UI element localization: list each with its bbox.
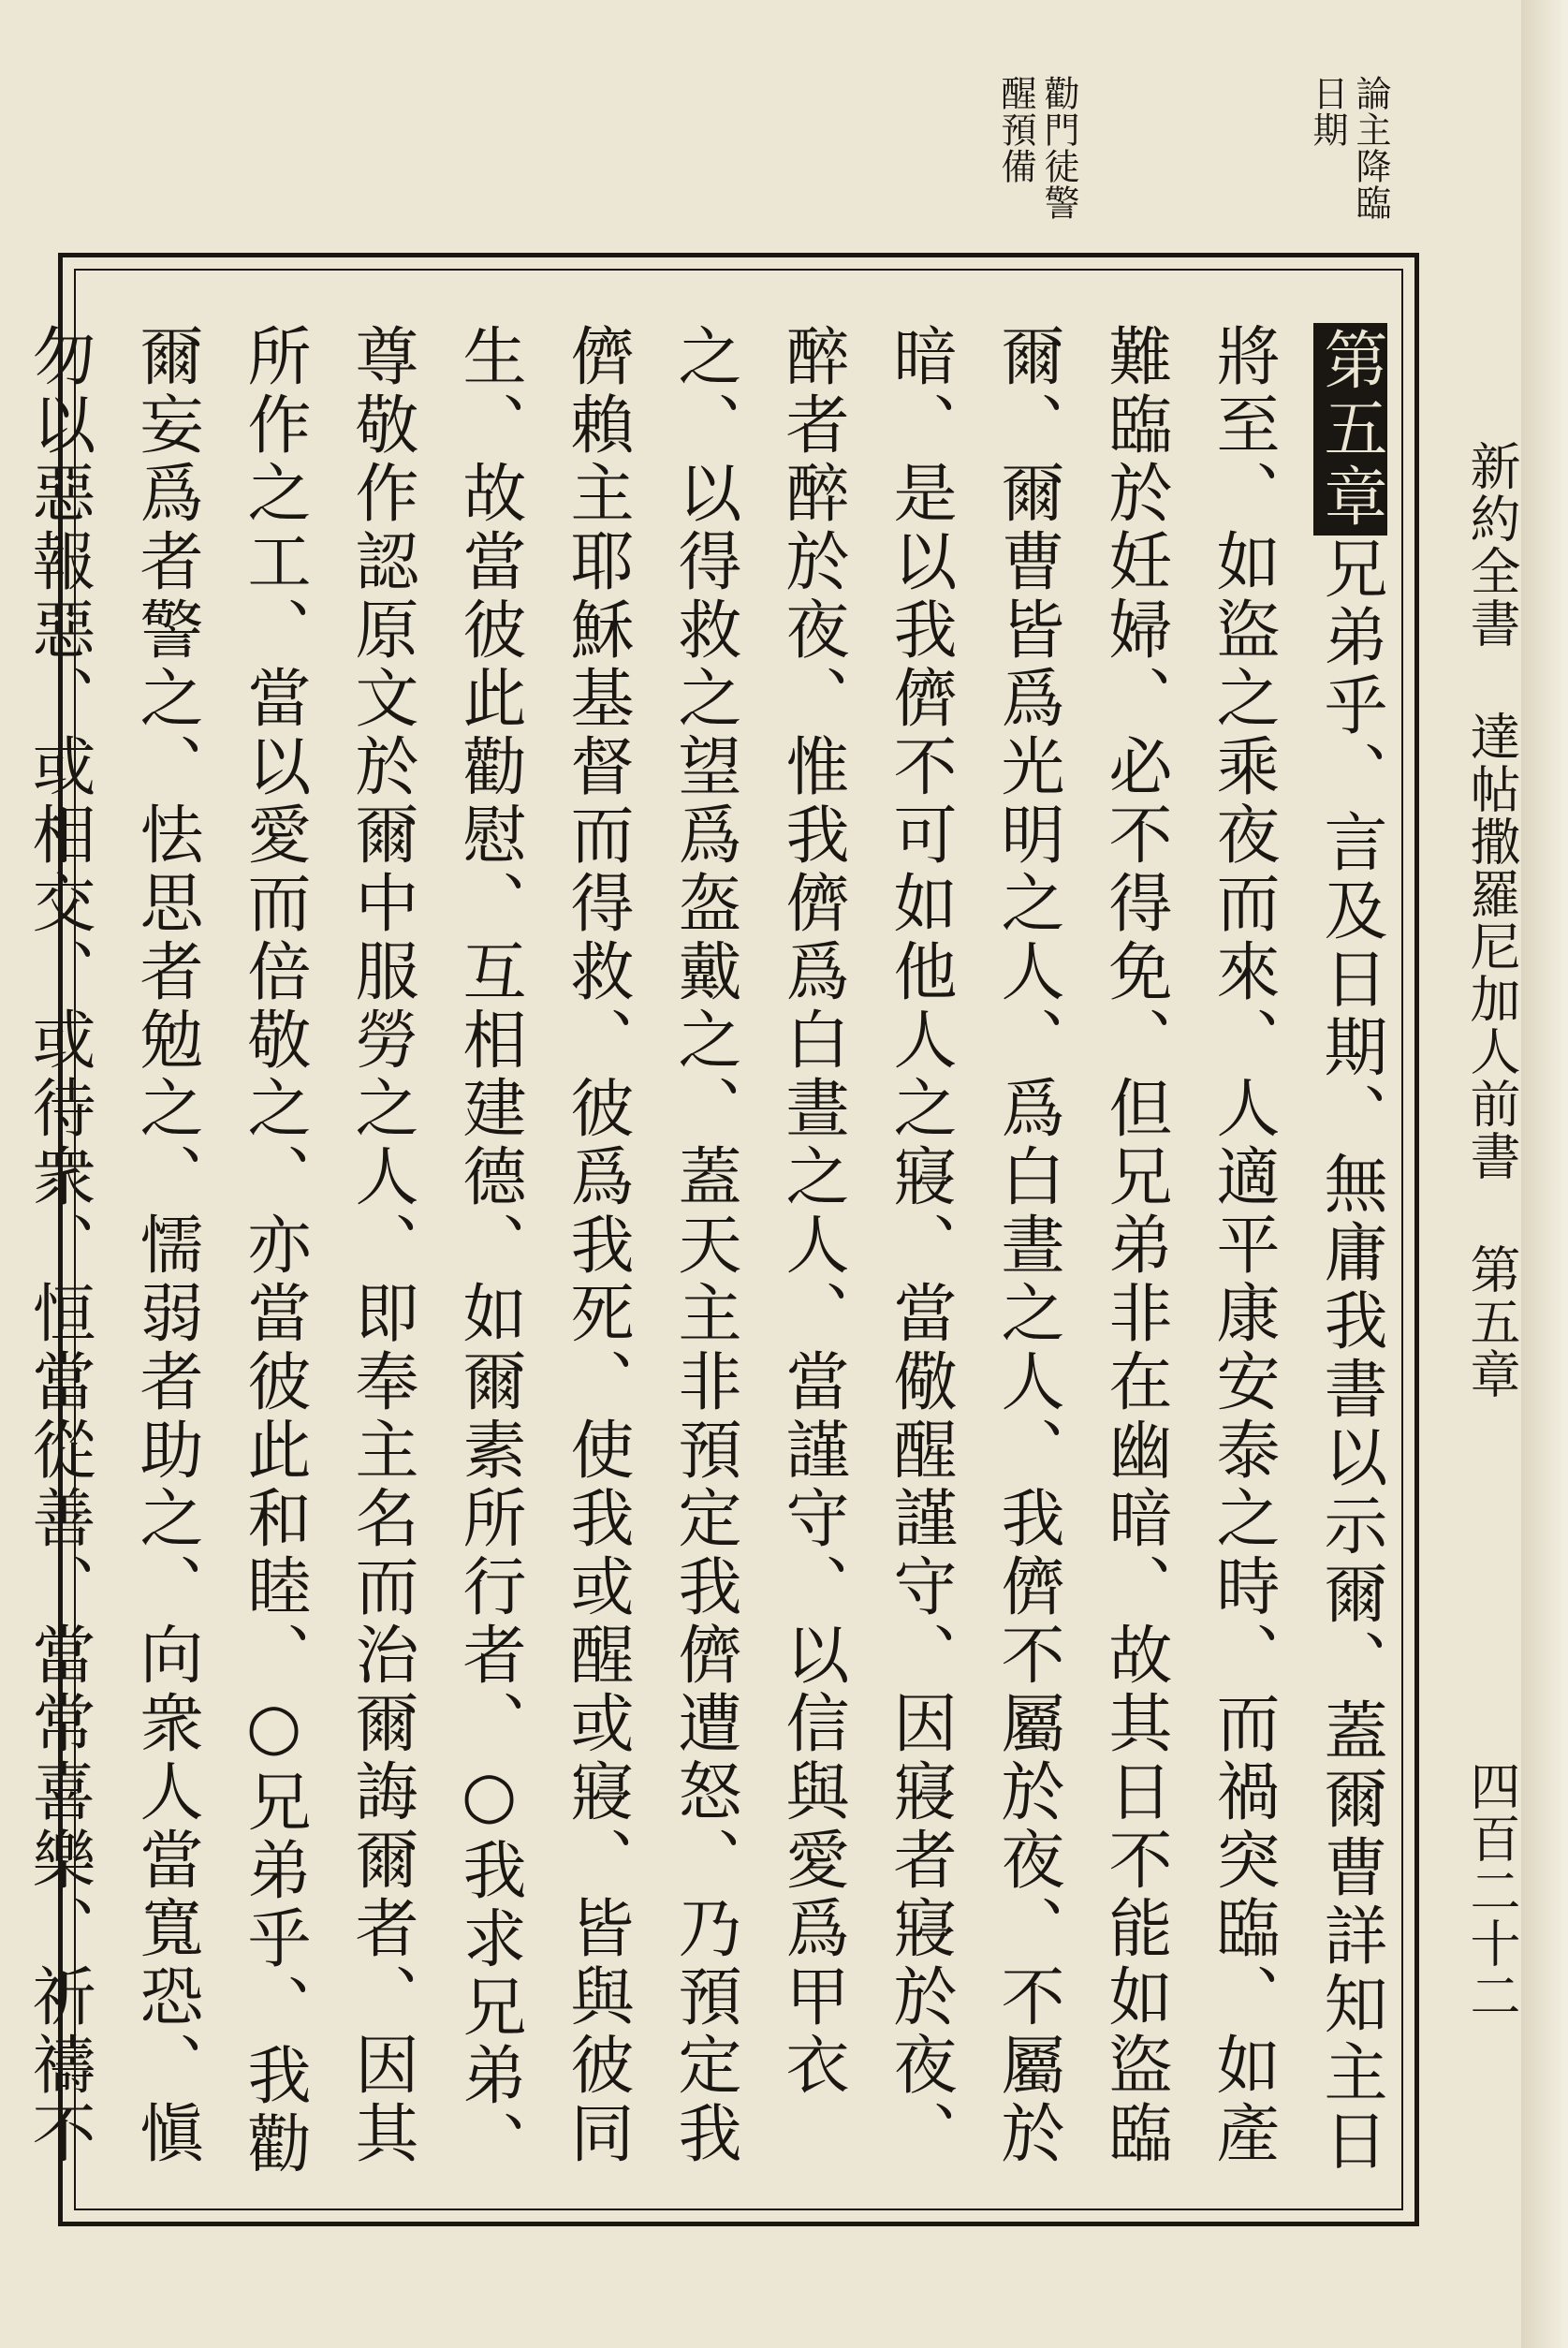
page-number: 四百二十二 xyxy=(1462,1760,1521,2022)
chapter-text: 兄弟乎、言及日期、無庸我書以示爾、蓋爾曹詳知主日將至、如盜之乘夜而來、人適平康安泰之時、而禍突臨、如產難臨於妊婦、必不得免、但兄弟非在幽暗、故其日不能如盜臨爾、爾曹皆爲光明之人、爲白晝之人、我儕不屬於夜、不屬於暗、是以我儕不可如他人之寢、當儆醒謹守、因寢者寢於夜、醉者醉於夜、惟我儕爲白晝之人、當謹守、以信與愛爲甲衣之、以得救之望爲盔戴之、蓋天主非預定我儕遭怒、乃預定我儕賴主耶穌基督而得救、彼爲我死、使我或醒或寢、皆與彼同生、故當彼此勸慰、互相建德、如爾素所行者、○我求兄弟、尊敬作認原文於爾中服勞之人、即奉主名而治爾誨爾者、因其所作之工、當以愛而倍敬之、亦當彼此和睦、○兄弟乎、我勸爾妄爲者警之、怯思者勉之、懦弱者助之、向衆人當寬恐、愼勿以惡報惡、或相交、或待衆、恒當從善、當常喜樂、祈禱不 xyxy=(22,323,1387,2179)
chapter-body xyxy=(22,323,1404,2191)
chapter-label: 第五章 xyxy=(1313,323,1387,536)
margin-note-1: 論主降臨日期 xyxy=(1307,75,1391,221)
running-title: 新約全書 達帖撒羅尼加人前書 第五章 xyxy=(1462,440,1521,1401)
margin-note-2: 勸門徒警醒預備 xyxy=(995,75,1079,221)
